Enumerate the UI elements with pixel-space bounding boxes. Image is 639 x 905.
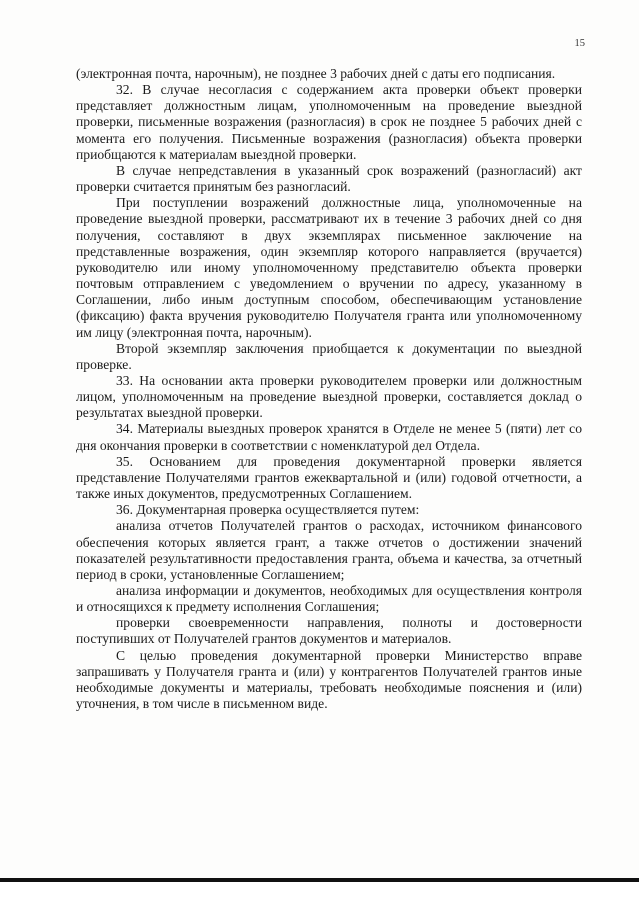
paragraph: 33. На основании акта проверки руководителем проверки или должностным лицом, уполномоченным на проведение выездной проверки, составляется доклад о результатах выездной проверки. [76,372,582,421]
paragraph: проверки своевременности направления, полноты и достоверности поступивших от Получателей грантов документов и материалов. [76,615,582,647]
paragraph: 35. Основанием для проведения документарной проверки является представление Получателями грантов ежеквартальной и (или) годовой отчетности, а также иных документов, предусмотренных Соглашением. [76,453,582,502]
document-body [76,66,582,712]
paragraph: анализа информации и документов, необходимых для осуществления контроля и относящихся к предмету исполнения Соглашения; [76,583,582,615]
paragraph: При поступлении возражений должностные лица, уполномоченные на проведение выездной проверки, рассматривают их в течение 3 рабочих дней со дня получения, составляют в двух экземплярах письменное заключение на представленные возражения, один экземпляр которого направляется (вручается) руководителю или иному уполномоченному представителю объекта проверки почтовым отправлением с уведомлением о вручении по адресу, указанному в Соглашении, либо иным доступным способом, обеспечивающим установление (фиксацию) факта вручения руководителю Получателя гранта или уполномоченному им лицу (электронная почта, нарочным). [76,195,582,340]
paragraph: 36. Документарная проверка осуществляется путем: [116,502,420,518]
paragraph: С целью проведения документарной проверки Министерство вправе запрашивать у Получателя гранта и (или) у контрагентов Получателей грантов иные необходимые документы и материалы, требовать необходимые пояснения и (или) уточнения, в том числе в письменном виде. [76,647,582,712]
paragraph: В случае непредставления в указанный срок возражений (разногласий) акт проверки считается принятым без разногласий. [76,162,582,195]
page-number: 15 [574,38,585,49]
scan-margin [0,882,639,905]
paragraph: (электронная почта, нарочным), не позднее 3 рабочих дней с даты его подписания. [76,66,556,81]
paragraph: 32. В случае несогласия с содержанием акта проверки объект проверки представляет должностным лицам, уполномоченным на проведение выездной проверки, письменные возражения (разногласия) в срок не позднее 5 рабочих дней с момента его получения. Письменные возражения (разногласия) объекта проверки приобщаются к материалам выездной проверки. [76,82,582,162]
paragraph: 34. Материалы выездных проверок хранятся в Отделе не менее 5 (пяти) лет со дня окончания проверки в соответствии с номенклатурой дел Отдела. [76,421,582,453]
paragraph: анализа отчетов Получателей грантов о расходах, источником финансового обеспечения которых является грант, а также отчетов о достижении значений показателей результативности предоставления гранта, объема и качества, за отчетный период в сроки, установленные Соглашением; [76,518,582,582]
paragraph: Второй экземпляр заключения приобщается к документации по выездной проверке. [76,340,582,372]
